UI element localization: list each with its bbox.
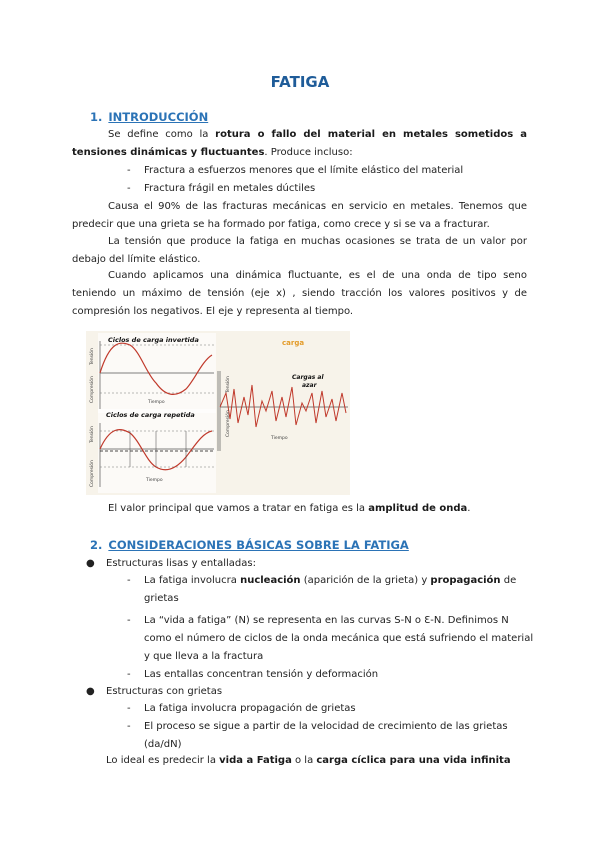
y-axis-bottom-label: Compresión — [90, 376, 95, 403]
bold-text: rotura o fallo del material en metales sometidos a tensiones dinámicas y fluctuantes — [72, 129, 527, 158]
dash-item-text: Fractura frágil en metales dúctiles — [144, 183, 316, 194]
text: El proceso se sigue a partir de la velocidad de crecimiento de las grietas — [144, 721, 508, 732]
text: Lo ideal es predecir la — [106, 755, 220, 766]
text: de — [500, 575, 517, 586]
label-repeated: Ciclos de carga repetida — [106, 411, 195, 419]
panel-reversed-cycles — [88, 333, 216, 413]
bullet-item: ● Estructuras lisas y entalladas: — [86, 558, 256, 569]
intro-paragraph-3 — [72, 233, 527, 269]
label-random-2: azar — [302, 382, 317, 389]
text: (aparición de la grieta) y — [300, 575, 431, 586]
label-reversed: Ciclos de carga invertida — [108, 336, 199, 344]
section-2-title: CONSIDERACIONES BÁSICAS SOBRE LA FATIGA — [108, 538, 409, 552]
text: El valor principal que vamos a tratar en fatiga es la — [108, 503, 369, 514]
dash-item-continued — [144, 648, 263, 666]
text: o la — [291, 755, 317, 766]
bold-text: vida a Fatiga — [219, 755, 292, 766]
load-cycles-figure — [86, 331, 350, 495]
intro-paragraph-4 — [72, 267, 527, 321]
y-axis-bottom-label: Compresión — [90, 460, 95, 487]
text: . — [467, 503, 471, 514]
bullet-text: Estructuras con grietas — [106, 686, 223, 697]
bullet-item: ● Estructuras con grietas — [86, 686, 223, 697]
dash-item: - Fractura frágil en metales dúctiles — [127, 183, 316, 194]
section-1-title: INTRODUCCIÓN — [108, 110, 209, 124]
section-2-heading — [90, 538, 409, 552]
bold-text: propagación — [430, 575, 501, 586]
bold-text: nucleación — [240, 575, 301, 586]
load-cycles-diagram — [86, 331, 350, 495]
text: La tensión que produce la fatiga en muchas ocasiones se trata de un valor por debajo del límite elástico. — [72, 236, 527, 265]
y-axis-top-label: Tensión — [90, 426, 95, 443]
text: Las entallas concentran tensión y deformación — [144, 669, 379, 680]
intro-paragraph-2 — [72, 198, 527, 234]
section-2-number: 2. — [90, 538, 103, 552]
dash-item: - El proceso se sigue a partir de la velocidad de crecimiento de las grietas — [127, 721, 508, 732]
y-axis-top-label: Tensión — [226, 376, 231, 393]
text: La fatiga involucra — [144, 575, 241, 586]
dash-item-text: Fractura a esfuerzos menores que el límite elástico del material — [144, 165, 464, 176]
text: La “vida a fatiga” (N) se representa en las curvas S-N o Ɛ-N. Definimos N — [144, 615, 509, 626]
text: La fatiga involucra propagación de grietas — [144, 703, 356, 714]
intro-paragraph-1 — [72, 126, 527, 162]
dash-item-continued — [144, 630, 533, 648]
dash-item: - La “vida a fatiga” (N) se representa en las curvas S-N o Ɛ-N. Definimos N — [127, 615, 509, 626]
bold-text: carga cíclica para una vida infinita — [316, 755, 511, 766]
bold-text: amplitud de onda — [368, 503, 468, 514]
text: grietas — [144, 593, 179, 604]
text: como el número de ciclos de la onda mecánica que está sufriendo el material — [144, 633, 534, 644]
dash-item: - La fatiga involucra nucleación (aparición de la grieta) y propagación de — [127, 575, 517, 586]
document-title: FATIGA — [270, 73, 330, 91]
text: (da/dN) — [144, 739, 182, 750]
y-axis-bottom-label: Compresión — [226, 410, 231, 437]
label-carga: carga — [282, 339, 305, 347]
section-1-number: 1. — [90, 110, 103, 124]
text: . Produce incluso: — [264, 147, 353, 158]
x-axis-label: Tiempo — [271, 436, 288, 441]
dash-item: - La fatiga involucra propagación de grietas — [127, 703, 356, 714]
dash-item: - Fractura a esfuerzos menores que el límite elástico del material — [127, 165, 464, 176]
text: y que lleva a la fractura — [144, 651, 264, 662]
intro-paragraph-5 — [72, 500, 527, 518]
text: Cuando aplicamos una dinámica fluctuante, es el de una onda de tipo seno teniendo un máximo de tensión (eje x) , siendo tracción los valores positivos y de compresión los negativos. El eje y representa al tiempo. — [72, 270, 527, 317]
label-random-1: Cargas al — [292, 374, 324, 381]
bullet-text: Estructuras lisas y entalladas: — [106, 558, 256, 569]
text: Se define como la — [108, 129, 216, 140]
dash-item: - Las entallas concentran tensión y deformación — [127, 669, 379, 680]
section-1-heading — [90, 110, 208, 124]
y-axis-top-label: Tensión — [90, 348, 95, 365]
panel-repeated-cycles — [88, 409, 216, 493]
x-axis-label: Tiempo — [148, 400, 165, 405]
text: Causa el 90% de las fracturas mecánicas en servicio en metales. Tenemos que predecir que una grieta se ha formado por fatiga, como crece y si se va a fracturar. — [72, 201, 527, 230]
panel-random-loads — [218, 339, 348, 451]
closing-sentence — [106, 752, 511, 770]
dash-item-continued — [144, 590, 179, 608]
x-axis-label: Tiempo — [146, 478, 163, 483]
